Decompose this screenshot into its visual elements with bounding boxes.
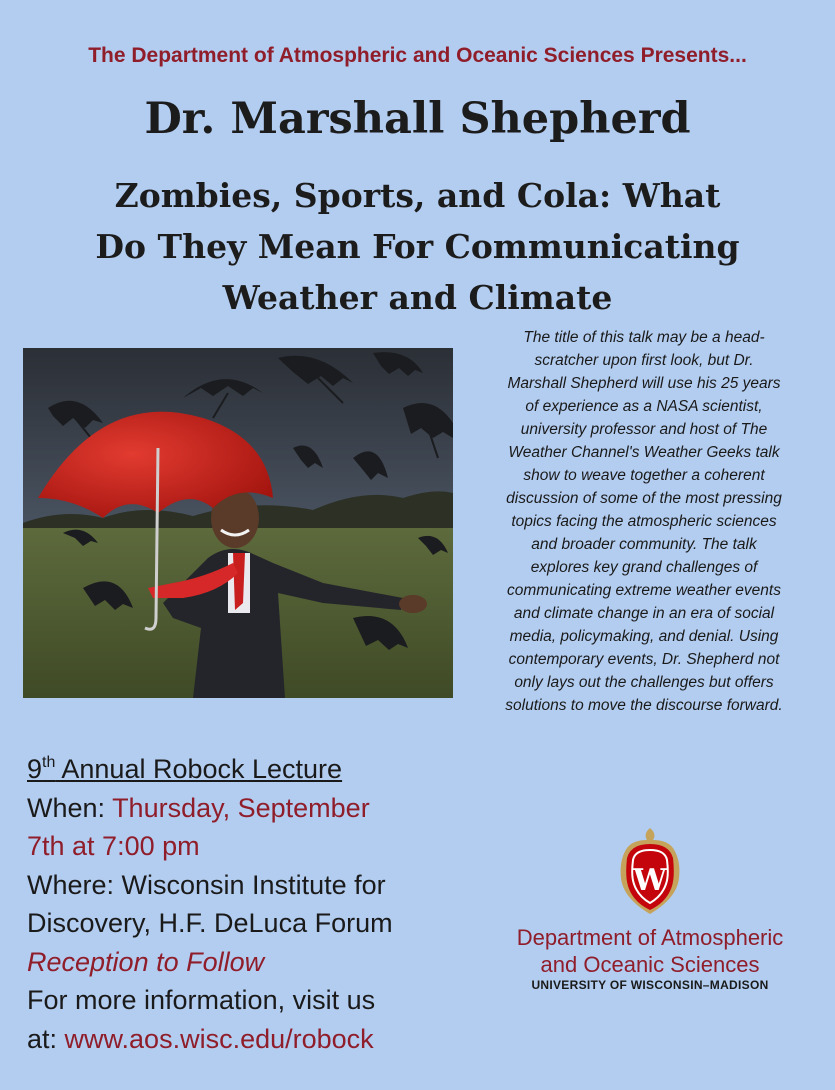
uw-crest-icon <box>617 826 683 916</box>
presenter-line: The Department of Atmospheric and Oceanic Sciences Presents... <box>88 44 747 67</box>
talk-title <box>30 170 805 323</box>
talk-title-line-3: Weather and Climate <box>222 278 613 317</box>
abstract-line: Weather Channel's Weather Geeks talk <box>508 444 780 461</box>
event-when <box>27 789 467 828</box>
lecture-ordinal: 9 <box>27 754 43 784</box>
event-details <box>27 750 467 1058</box>
umbrella-photo-illustration <box>23 348 453 698</box>
abstract-line: contemporary events, Dr. Shepherd not <box>508 651 780 668</box>
dept-line-1: Department of Atmospheric <box>516 925 784 950</box>
event-where-line-1: Where: Wisconsin Institute for <box>27 869 386 900</box>
talk-title-line-2: Do They Mean For Communicating <box>95 227 740 266</box>
abstract-line: only lays out the challenges but offers <box>514 674 774 691</box>
lecture-ordinal-suffix: th <box>42 754 56 771</box>
event-time: 7th at 7:00 pm <box>27 831 200 861</box>
lecture-name <box>27 750 467 789</box>
robock-url-link[interactable]: www.aos.wisc.edu/robock <box>64 1023 374 1054</box>
event-where-line-2: Discovery, H.F. DeLuca Forum <box>27 908 393 938</box>
abstract-line: Marshall Shepherd will use his 25 years <box>507 375 781 392</box>
abstract-line: solutions to move the discourse forward. <box>505 697 783 714</box>
abstract-line: show to weave together a coherent <box>523 467 765 484</box>
abstract-line: communicating extreme weather events <box>507 582 781 599</box>
speaker-photo <box>23 348 453 698</box>
speaker-name: Dr. Marshall Shepherd <box>144 94 691 144</box>
university-name: UNIVERSITY OF WISCONSIN–MADISON <box>531 978 769 992</box>
when-date: Thursday, September <box>112 792 370 823</box>
crest-letter: W <box>633 863 667 898</box>
reception-note: Reception to Follow <box>27 946 265 977</box>
abstract-line: explores key grand challenges of <box>530 559 758 576</box>
dept-line-2: and Oceanic Sciences <box>540 952 760 977</box>
more-info-text: For more information, visit us <box>27 985 376 1015</box>
abstract-line: and climate change in an era of social <box>513 605 775 622</box>
when-label: When: <box>27 792 113 823</box>
abstract-line: and broader community. The talk <box>531 536 757 553</box>
abstract-line: topics facing the atmospheric sciences <box>511 513 777 530</box>
abstract-line: scratcher upon first look, but Dr. <box>534 352 754 369</box>
abstract-line: discussion of some of the most pressing <box>506 490 782 507</box>
at-label: at: <box>27 1023 65 1054</box>
talk-abstract <box>458 326 830 717</box>
talk-title-line-1: Zombies, Sports, and Cola: What <box>114 176 721 215</box>
abstract-line: The title of this talk may be a head- <box>523 329 765 346</box>
more-info-link-line <box>27 1020 467 1059</box>
abstract-line: university professor and host of The <box>520 421 768 438</box>
abstract-line: media, policymaking, and denial. Using <box>509 628 779 645</box>
department-logo-text <box>470 924 830 978</box>
abstract-line: of experience as a NASA scientist, <box>525 398 763 415</box>
lecture-title: Annual Robock Lecture <box>55 754 343 784</box>
